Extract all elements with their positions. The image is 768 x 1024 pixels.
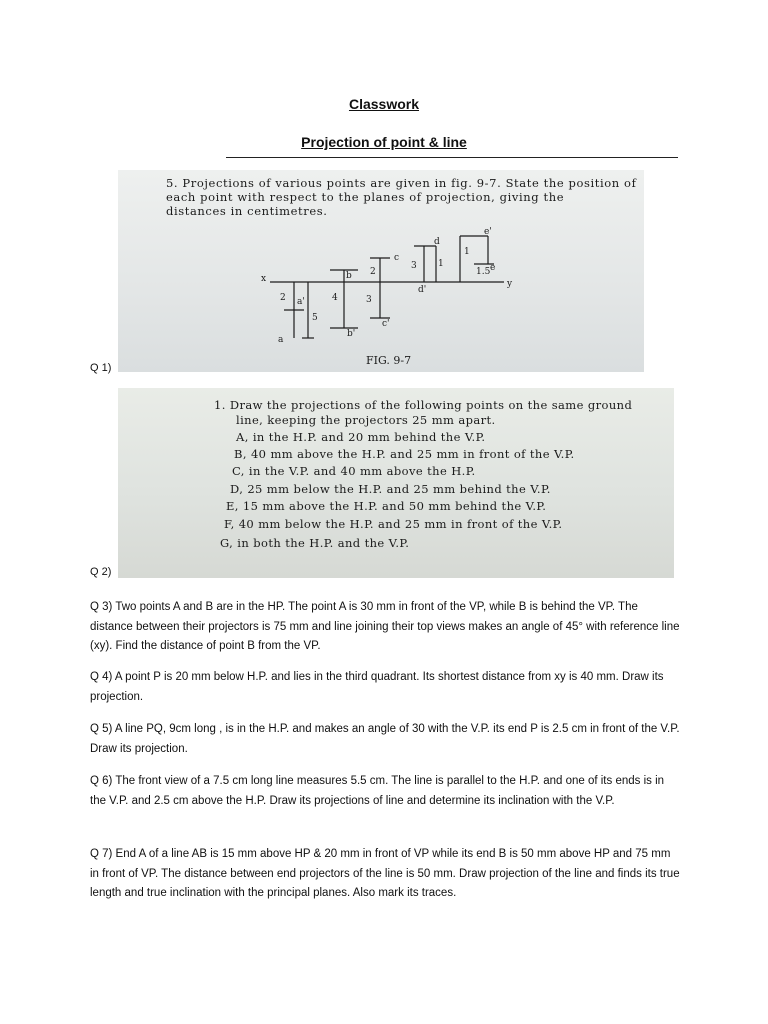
fig-label: d <box>434 237 440 247</box>
fig-9-7-diagram <box>118 170 644 372</box>
fig-label: x <box>261 274 267 284</box>
fig-label: b <box>346 271 352 281</box>
q1-label: Q 1) <box>90 362 112 374</box>
fig-label: 1.5 <box>476 267 491 277</box>
q2-label: Q 2) <box>90 566 112 578</box>
title-underline-rule <box>226 157 678 158</box>
page-subtitle: Projection of point & line <box>301 134 467 150</box>
question-5: Q 5) A line PQ, 9cm long , is in the H.P. and makes an angle of 30 with the V.P. its end P is 2.5 cm in front of the V.P. Draw its projection. <box>90 723 680 755</box>
fig-label: 1 <box>464 247 470 257</box>
q2-text-line: B, 40 mm above the H.P. and 25 mm in front of the V.P. <box>234 447 575 461</box>
fig-label: 2 <box>280 293 286 303</box>
fig-label: c <box>394 253 400 263</box>
fig-label: 2 <box>370 267 376 277</box>
q1-textbook-photo <box>118 170 644 372</box>
fig-label: 1 <box>438 259 444 269</box>
figure-caption: FIG. 9-7 <box>366 354 412 367</box>
q1-text-line: distances in centimetres. <box>166 204 328 218</box>
q2-textbook-photo <box>118 388 674 578</box>
question-4: Q 4) A point P is 20 mm below H.P. and lies in the third quadrant. Its shortest distance from xy is 40 mm. Draw its projection. <box>90 671 664 703</box>
fig-label: a <box>278 335 284 345</box>
q2-text-line: E, 15 mm above the H.P. and 50 mm behind the V.P. <box>226 499 547 513</box>
question-7: Q 7) End A of a line AB is 15 mm above HP & 20 mm in front of VP while its end B is 50 mm above HP and 75 mm in front of VP. The distance between end projectors of the line is 50 mm. Draw projection of the line and finds its true length and true inclination with the principal planes. Also mark its traces. <box>90 848 680 899</box>
question-3: Q 3) Two points A and B are in the HP. The point A is 30 mm in front of the VP, while B is behind the VP. The distance between their projectors is 75 mm and line joining their top views makes an angle of 45° with reference line (xy). Find the distance of point B from the VP. <box>90 601 680 652</box>
fig-label: c' <box>382 319 390 329</box>
fig-label: a' <box>297 297 305 307</box>
q1-text-line: 5. Projections of various points are given in fig. 9-7. State the position of <box>166 176 637 190</box>
fig-label: e' <box>484 227 492 237</box>
fig-label: 3 <box>366 295 372 305</box>
fig-label: e <box>490 263 496 273</box>
q1-text-line: each point with respect to the planes of projection, giving the <box>166 190 565 204</box>
fig-label: 4 <box>332 293 338 303</box>
q2-text-line: D, 25 mm below the H.P. and 25 mm behind the V.P. <box>230 482 551 496</box>
fig-label: d' <box>418 285 427 295</box>
fig-label: y <box>507 279 513 289</box>
q2-text-line: A, in the H.P. and 20 mm behind the V.P. <box>236 430 486 444</box>
q2-text-line: G, in both the H.P. and the V.P. <box>220 536 410 550</box>
fig-label: 5 <box>312 313 318 323</box>
question-6: Q 6) The front view of a 7.5 cm long line measures 5.5 cm. The line is parallel to the H.P. and one of its ends is in the V.P. and 2.5 cm above the H.P. Draw its projections of line and determine its inclination with the V.P. <box>90 775 665 807</box>
q2-text-line: line, keeping the projectors 25 mm apart. <box>236 413 496 427</box>
fig-label: b' <box>347 329 356 339</box>
q2-text-line: 1. Draw the projections of the following points on the same ground <box>214 398 633 412</box>
page-title: Classwork <box>348 96 420 112</box>
fig-label: 3 <box>411 261 417 271</box>
q2-text-line: C, in the V.P. and 40 mm above the H.P. <box>232 464 476 478</box>
q2-text-line: F, 40 mm below the H.P. and 25 mm in front of the V.P. <box>224 517 563 531</box>
